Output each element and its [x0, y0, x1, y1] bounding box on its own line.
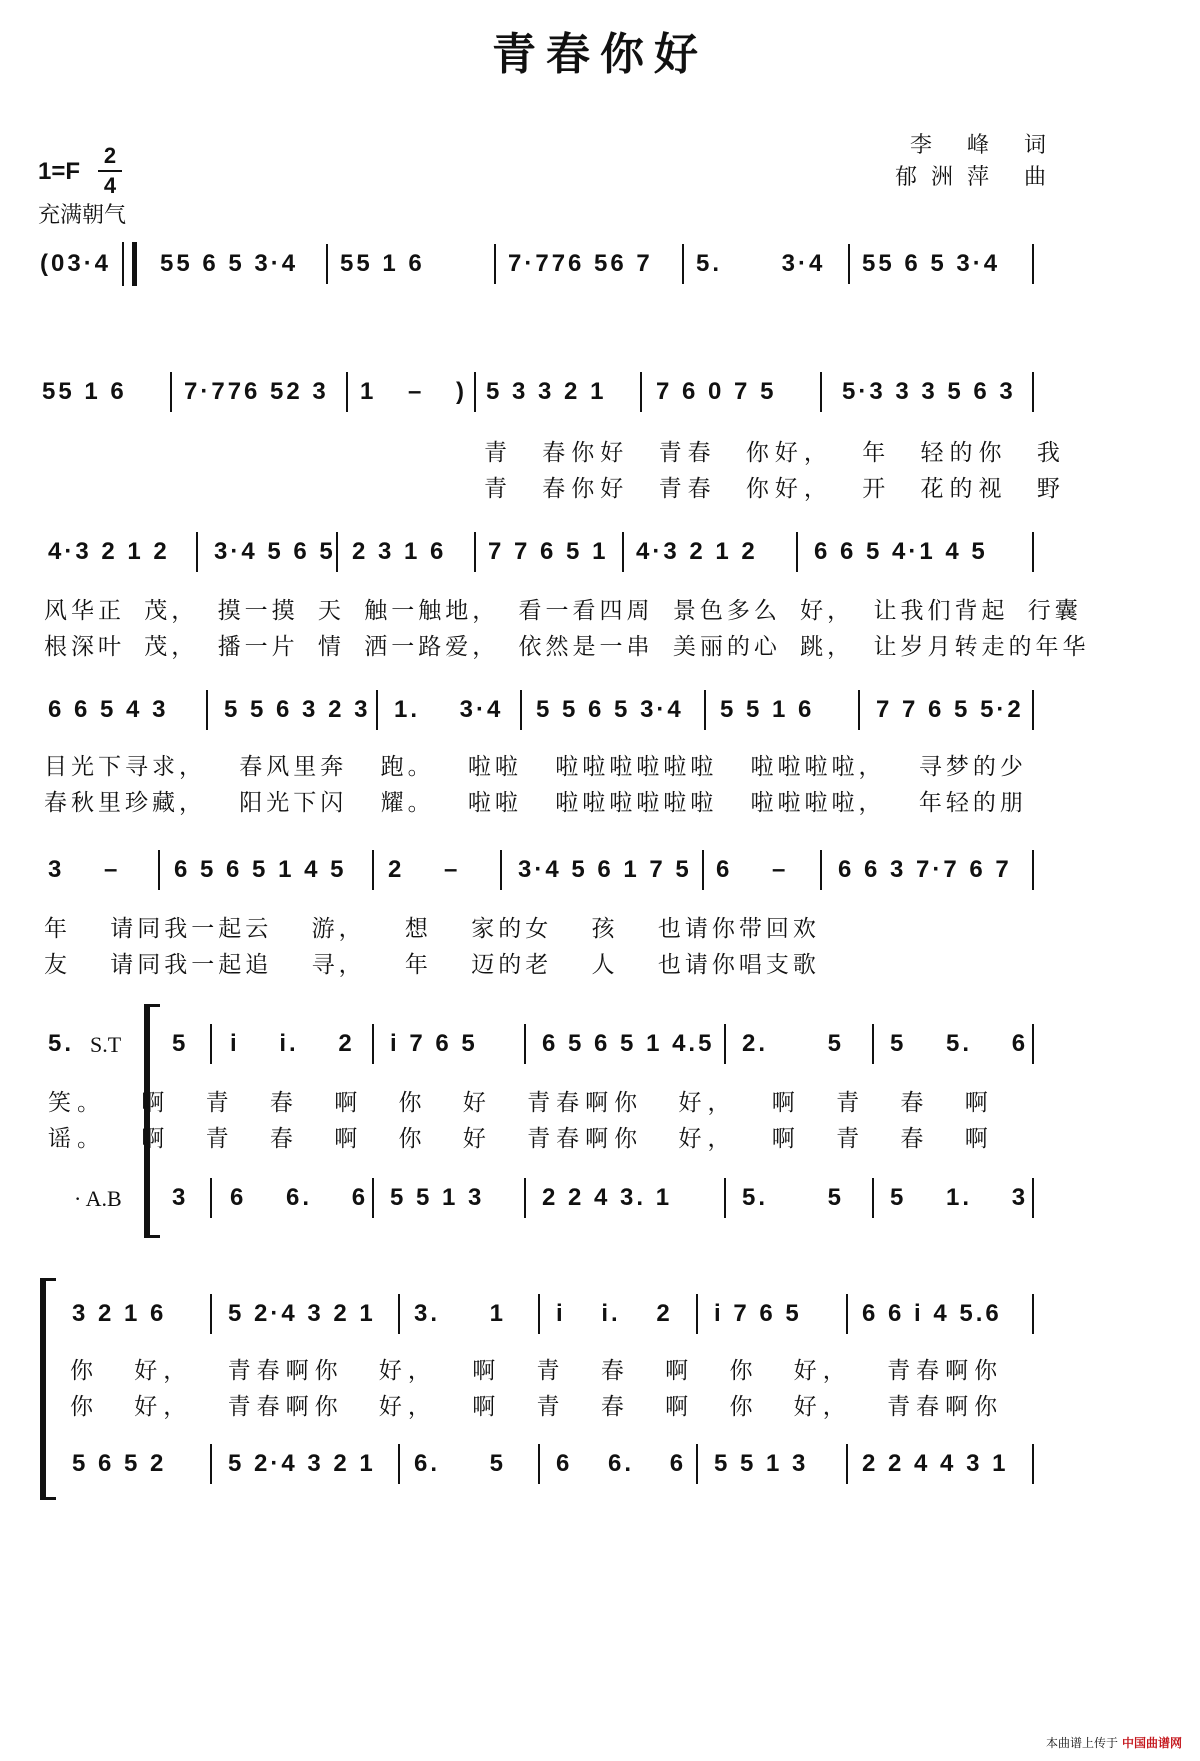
staff-row-6 [0, 1024, 1200, 1064]
measure: 6 6. 6 [230, 1184, 369, 1211]
measure: 5. 3·4 [696, 250, 826, 277]
staff-row-4 [0, 690, 1200, 730]
barline [520, 690, 522, 730]
barline [196, 532, 198, 572]
lyric-line [0, 596, 1200, 626]
staff-row-2 [0, 372, 1200, 412]
measure: 1 – ) [360, 378, 468, 405]
meter-top: 2 [103, 143, 117, 168]
barline [524, 1178, 526, 1218]
measure: 55 6 5 3·4 [862, 250, 1001, 277]
barline [210, 1024, 212, 1064]
repeat-start-barline [122, 242, 137, 286]
measure: 6 5 6 5 1 4.5 [542, 1030, 715, 1057]
barline [1032, 850, 1034, 890]
measure: 5. [48, 1030, 75, 1057]
barline [702, 850, 704, 890]
time-signature [98, 144, 122, 198]
meter-bottom: 4 [103, 173, 117, 198]
barline [346, 372, 348, 412]
staff-row-5 [0, 850, 1200, 890]
measure: i 7 6 5 [390, 1030, 478, 1057]
measure: 5·3 3 3 5 6 3 [842, 378, 1016, 405]
measure: 5 5 1 3 [714, 1450, 809, 1477]
barline [210, 1444, 212, 1484]
measure: 6 5 6 5 1 4 5 [174, 856, 347, 883]
lyric-line [0, 1088, 1200, 1118]
measure: 6 6 5 4 3 [48, 696, 169, 723]
barline [474, 372, 476, 412]
barline [1032, 1294, 1034, 1334]
measure: 3 – [48, 856, 121, 883]
barline [494, 244, 496, 284]
barline [846, 1294, 848, 1334]
measure: 5 5 6 3 2 3 [224, 696, 371, 723]
measure: 5 6 5 2 [72, 1450, 167, 1477]
barline [696, 1294, 698, 1334]
lyric-text: 谣。 啊 青 春 啊 你 好 青春啊你 好， 啊 青 春 啊 [48, 1126, 994, 1152]
lyric-line [0, 752, 1200, 782]
barline [326, 244, 328, 284]
lyric-line [0, 1392, 1200, 1422]
site-logo: 中国曲谱网 [1121, 1736, 1182, 1750]
lyric-line [0, 1124, 1200, 1154]
lyric-text: 你 好， 青春啊你 好， 啊 青 春 啊 你 好， 青春啊你 [70, 1358, 1004, 1384]
barline [158, 850, 160, 890]
barline [1032, 690, 1034, 730]
lyricist-credit: 李 峰 词 [910, 133, 1060, 158]
lyric-line [0, 788, 1200, 818]
measure: 3 2 1 6 [72, 1300, 167, 1327]
barline [398, 1294, 400, 1334]
voice-label-upper: S.T [90, 1032, 122, 1057]
barline [820, 372, 822, 412]
barline [372, 1024, 374, 1064]
barline [872, 1024, 874, 1064]
measure: 7 7 6 5 5·2 [876, 696, 1024, 723]
barline [858, 690, 860, 730]
barline [1032, 1444, 1034, 1484]
measure: 55 6 5 3·4 [160, 250, 299, 277]
measure: i 7 6 5 [714, 1300, 802, 1327]
lyric-line [0, 1356, 1200, 1386]
measure: 2 2 4 4 3 1 [862, 1450, 1009, 1477]
barline [372, 850, 374, 890]
lyric-line [0, 914, 1200, 944]
footer [1046, 1734, 1182, 1751]
barline [796, 532, 798, 572]
measure: 2 2 4 3. 1 [542, 1184, 673, 1211]
measure: 5 2·4 3 2 1 [228, 1300, 376, 1327]
staff-row-1 [0, 244, 1200, 284]
measure: i i. 2 [556, 1300, 673, 1327]
barline [1032, 532, 1034, 572]
measure: 55 1 6 [340, 250, 425, 277]
lyric-line [0, 438, 1200, 468]
measure: 5 1. 3 [890, 1184, 1029, 1211]
footer-text: 本曲谱上传于 [1045, 1736, 1118, 1750]
barline [1032, 1024, 1034, 1064]
score-title: 青春你好 [492, 29, 708, 80]
measure: 6 6. 6 [556, 1450, 687, 1477]
measure: 2 – [388, 856, 461, 883]
measure: 2. 5 [742, 1030, 845, 1057]
barline [1032, 1178, 1034, 1218]
barline [622, 532, 624, 572]
measure: 3·4 5 6 5 [214, 538, 336, 565]
measure: 5 5 1 6 [720, 696, 815, 723]
staff-row-9 [0, 1444, 1200, 1484]
measure: 2 3 1 6 [352, 538, 447, 565]
lyric-text: 目光下寻求， 春风里奔 跑。 啦啦 啦啦啦啦啦啦 啦啦啦啦， 寻梦的少 [44, 754, 1027, 780]
lyric-line [0, 474, 1200, 504]
barline [846, 1444, 848, 1484]
barline [524, 1024, 526, 1064]
barline [538, 1294, 540, 1334]
barline [210, 1294, 212, 1334]
measure: 7 6 0 7 5 [656, 378, 777, 405]
key-signature: 1=F [38, 158, 81, 185]
barline [336, 532, 338, 572]
barline [872, 1178, 874, 1218]
barline [210, 1178, 212, 1218]
staff-row-8 [0, 1294, 1200, 1334]
measure: 7 7 6 5 1 [488, 538, 609, 565]
staff-row-3 [0, 532, 1200, 572]
measure: 6 6 5 4·1 4 5 [814, 538, 988, 565]
barline [704, 690, 706, 730]
measure: 7·776 56 7 [508, 250, 653, 277]
barline [848, 244, 850, 284]
barline [376, 690, 378, 730]
lyric-text: 笑。 啊 青 春 啊 你 好 青春啊你 好， 啊 青 春 啊 [48, 1090, 994, 1116]
barline [398, 1444, 400, 1484]
barline [820, 850, 822, 890]
barline [696, 1444, 698, 1484]
barline [474, 532, 476, 572]
lyric-text: 青 春你好 青春 你好， 开 花的视 野 [484, 476, 1066, 502]
measure: 4·3 2 1 2 [636, 538, 758, 565]
measure: i i. 2 [230, 1030, 355, 1057]
measure: 5 5 1 3 [390, 1184, 485, 1211]
lyric-line [0, 632, 1200, 662]
measure: 4·3 2 1 2 [48, 538, 170, 565]
tempo-marking: 充满朝气 [38, 203, 127, 228]
measure: 3. 1 [414, 1300, 507, 1327]
barline [724, 1024, 726, 1064]
lyric-text: 风华正 茂， 摸一摸 天 触一触地， 看一看四周 景色多么 好， 让我们背起 行囊 [44, 598, 1082, 624]
lyric-line [0, 950, 1200, 980]
measure: 7·776 52 3 [184, 378, 329, 405]
measure: 6 6 i 4 5.6 [862, 1300, 1002, 1327]
barline [640, 372, 642, 412]
lyric-text: 青 春你好 青春 你好， 年 轻的你 我 [484, 440, 1066, 466]
barline [1032, 372, 1034, 412]
barline [538, 1444, 540, 1484]
lyric-text: 年 请同我一起云 游， 想 家的女 孩 也请你带回欢 [44, 916, 820, 942]
measure: (03·4 [40, 250, 112, 277]
barline [682, 244, 684, 284]
measure: 5 5 6 5 3·4 [536, 696, 684, 723]
barline [724, 1178, 726, 1218]
measure: 5 3 3 2 1 [486, 378, 607, 405]
measure: 5. 5 [742, 1184, 845, 1211]
barline [170, 372, 172, 412]
measure: 3 [172, 1184, 189, 1211]
staff-row-7 [0, 1178, 1200, 1218]
measure: 5 2·4 3 2 1 [228, 1450, 376, 1477]
measure: 55 1 6 [42, 378, 127, 405]
measure: 6 6 3 7·7 6 7 [838, 856, 1012, 883]
measure: 5 [172, 1030, 189, 1057]
lyric-text: 友 请同我一起追 寻， 年 迈的老 人 也请你唱支歌 [44, 952, 820, 978]
measure: 3·4 5 6 1 7 5 [518, 856, 692, 883]
composer-credit: 郁洲萍 曲 [895, 165, 1060, 190]
barline [372, 1178, 374, 1218]
measure: 6. 5 [414, 1450, 507, 1477]
barline [206, 690, 208, 730]
lyric-text: 春秋里珍藏， 阳光下闪 耀。 啦啦 啦啦啦啦啦啦 啦啦啦啦， 年轻的朋 [44, 790, 1027, 816]
measure: 6 – [716, 856, 789, 883]
voice-label-lower: · A.B [74, 1186, 122, 1211]
lyric-text: 你 好， 青春啊你 好， 啊 青 春 啊 你 好， 青春啊你 [70, 1394, 1004, 1420]
measure: 1. 3·4 [394, 696, 504, 723]
barline [500, 850, 502, 890]
measure: 5 5. 6 [890, 1030, 1029, 1057]
lyric-text: 根深叶 茂， 播一片 情 洒一路爱， 依然是一串 美丽的心 跳， 让岁月转走的年华 [44, 634, 1090, 660]
barline [1032, 244, 1034, 284]
